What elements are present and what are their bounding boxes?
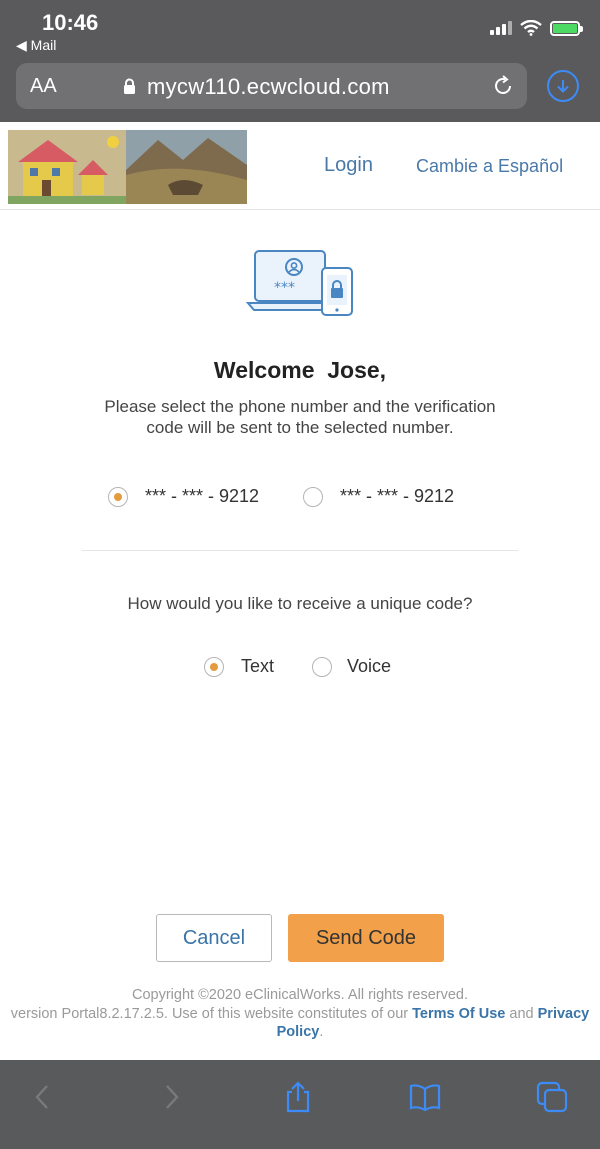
privacy-policy-link[interactable]: Privacy Policy [276,1005,590,1040]
browser-toolbar [0,1060,600,1149]
downloads-button[interactable] [547,70,579,102]
phone-option-1-radio[interactable] [108,487,128,507]
send-code-button[interactable]: Send Code [288,914,444,962]
battery-icon [550,21,580,36]
back-arrow-icon[interactable] [26,1080,60,1114]
secure-login-devices-icon [246,248,356,318]
phone-option-2-radio[interactable] [303,487,323,507]
text-method-label[interactable]: Text [241,656,275,676]
voice-method-radio[interactable] [312,657,332,677]
footer [10,986,590,1042]
copyright-text: Copyright ©2020 eClinicalWorks. All rights reserved. [132,987,468,1003]
bookmarks-icon[interactable] [408,1080,442,1114]
svg-text:***: *** [274,280,295,296]
share-icon[interactable] [281,1080,315,1114]
browser-chrome [0,0,600,122]
footer-legal-text [10,1005,590,1042]
cancel-button[interactable]: Cancel [156,914,272,962]
reader-options-button[interactable] [30,75,57,98]
phone-instruction-text: Please select the phone number and the verification code will be sent to the selected number. [104,397,496,437]
voice-method-label[interactable]: Voice [347,656,392,676]
lock-icon [123,78,136,95]
url-text[interactable]: mycw110.ecwcloud.com [147,74,390,99]
phone-option-1-label[interactable]: *** - *** - 9212 [145,486,260,506]
verification-panel [0,210,600,1060]
welcome-heading: Welcome Jose, [213,357,387,383]
tabs-icon[interactable] [535,1080,569,1114]
terms-of-use-link[interactable]: Terms Of Use [412,1005,506,1022]
delivery-method-question: How would you like to receive a unique code? [127,594,473,613]
aa-label: AA [30,75,57,97]
status-time: 10:46 [42,10,99,35]
status-icons [490,20,580,36]
site-header [0,122,600,210]
practice-logo-image [8,130,247,204]
switch-language-link[interactable]: Cambie a Español [416,156,564,176]
download-icon [555,78,571,94]
forward-arrow-icon[interactable] [154,1080,188,1114]
address-bar[interactable] [16,63,527,109]
login-link[interactable]: Login [324,154,373,176]
section-divider [82,550,518,551]
period-text: . [319,1024,324,1040]
text-method-radio[interactable] [204,657,224,677]
and-text: and [509,1005,534,1022]
version-text: version Portal8.2.17.2.5. Use of this website constitutes of our [10,1005,409,1022]
back-to-app-link[interactable]: ◀ Mail [16,37,57,53]
cellular-signal-icon [490,21,512,35]
wifi-icon [520,20,542,36]
phone-option-2-label[interactable]: *** - *** - 9212 [340,486,455,506]
reload-icon[interactable] [491,74,515,98]
